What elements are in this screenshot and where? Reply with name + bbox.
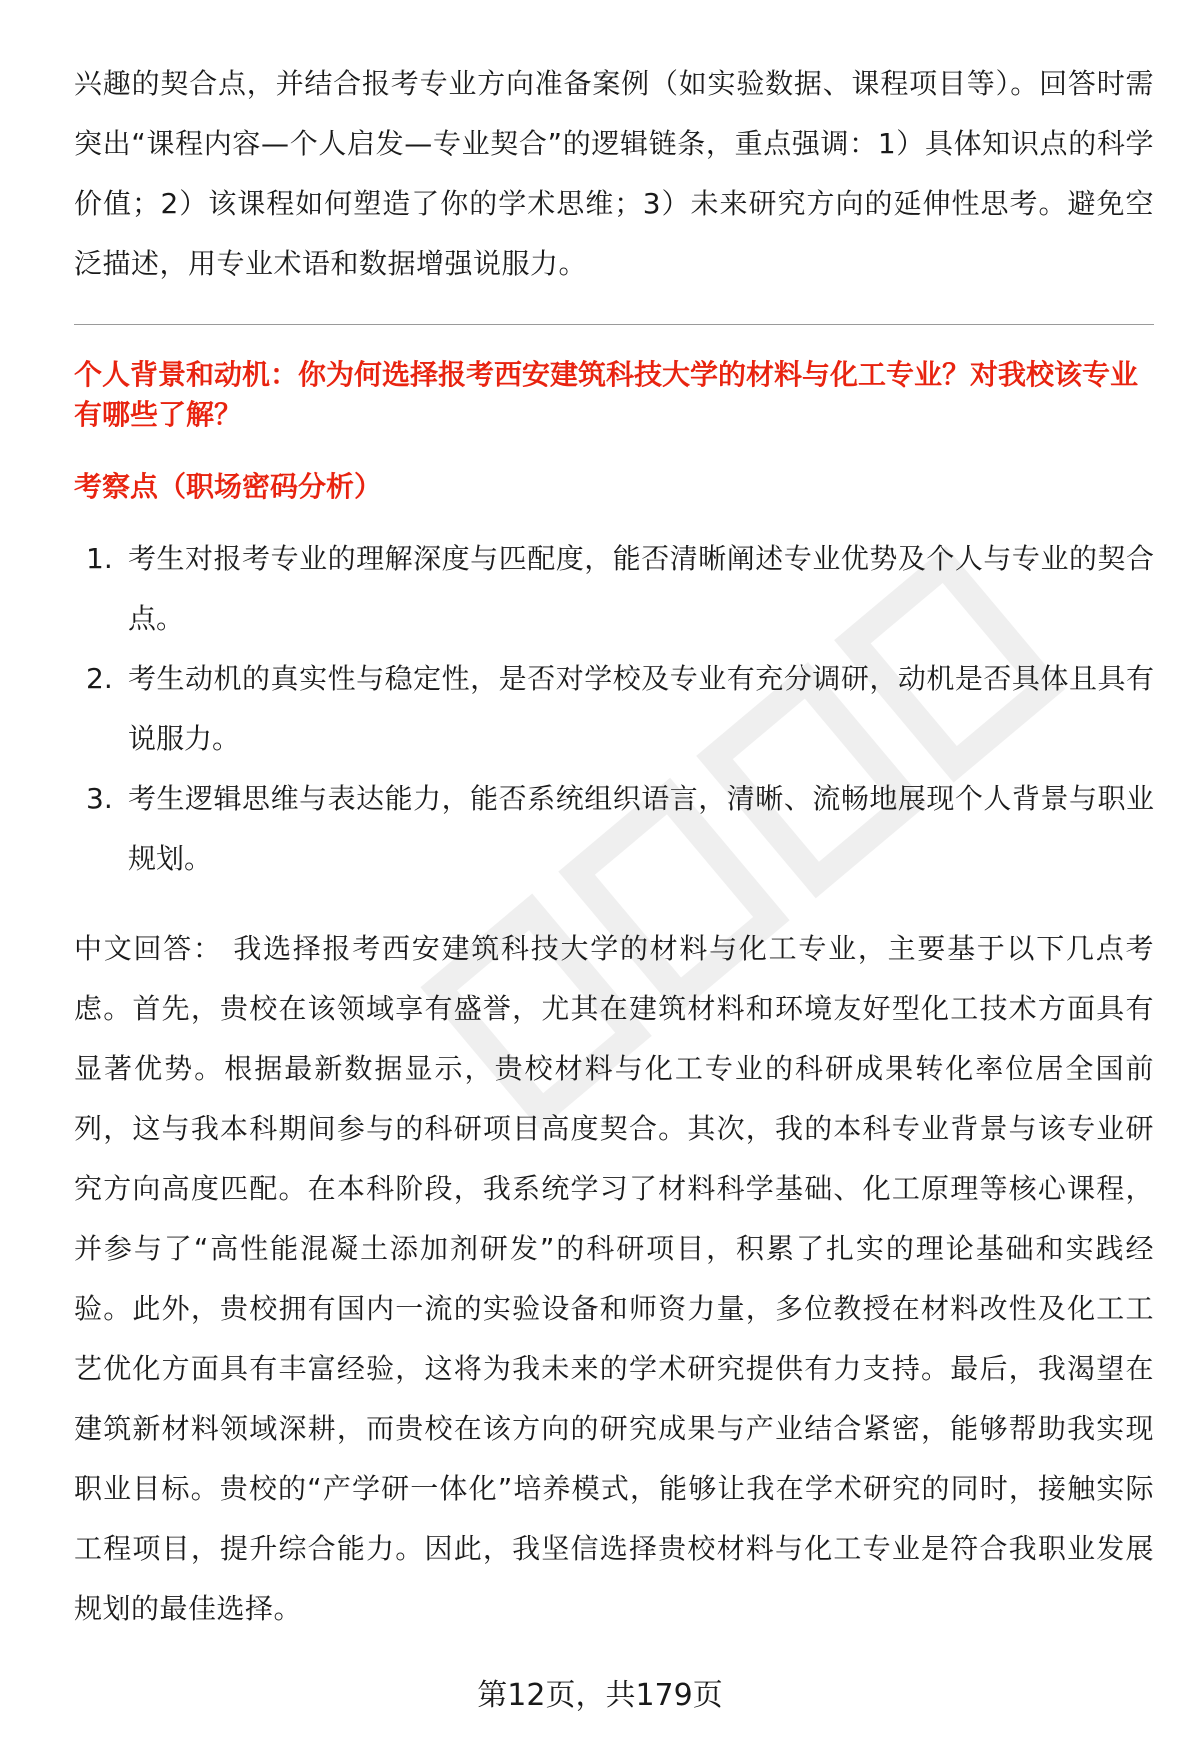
section-divider <box>74 324 1154 325</box>
list-item-text: 考生动机的真实性与稳定性，是否对学校及专业有充分调研，动机是否具体且具有说服力。 <box>128 662 1154 755</box>
points-list <box>74 529 1154 889</box>
list-item-text: 考生对报考专业的理解深度与匹配度，能否清晰阐述专业优势及个人与专业的契合点。 <box>128 542 1154 635</box>
intro-paragraph: 兴趣的契合点，并结合报考专业方向准备案例（如实验数据、课程项目等）。回答时需突出“课程内容—个人启发—专业契合”的逻辑链条，重点强调：1）具体知识点的科学价值；2）该课程如何塑造了你的学术思维；3）未来研究方向的延伸性思考。避免空泛描述，用专业术语和数据增强说服力。 <box>74 67 1154 280</box>
page-number-footer: 第12页，共179页 <box>477 1678 723 1713</box>
list-item-number: 3. <box>86 782 113 815</box>
answer-paragraph: 中文回答： 我选择报考西安建筑科技大学的材料与化工专业，主要基于以下几点考虑。首先，贵校在该领域享有盛誉，尤其在建筑材料和环境友好型化工技术方面具有显著优势。根据最新数据显示，贵校材料与化工专业的科研成果转化率位居全国前列，这与我本科期间参与的科研项目高度契合。其次，我的本科专业背景与该专业研究方向高度匹配。在本科阶段，我系统学习了材料科学基础、化工原理等核心课程，并参与了“高性能混凝土添加剂研发”的科研项目，积累了扎实的理论基础和实践经验。此外，贵校拥有国内一流的实验设备和师资力量，多位教授在材料改性及化工工艺优化方面具有丰富经验，这将为我未来的学术研究提供有力支持。最后，我渴望在建筑新材料领域深耕，而贵校在该方向的研究成果与产业结合紧密，能够帮助我实现职业目标。贵校的“产学研一体化”培养模式，能够让我在学术研究的同时，接触实际工程项目，提升综合能力。因此，我坚信选择贵校材料与化工专业是符合我职业发展规划的最佳选择。 <box>74 932 1154 1625</box>
list-item <box>74 529 1154 649</box>
list-item-text: 考生逻辑思维与表达能力，能否系统组织语言，清晰、流畅地展现个人背景与职业规划。 <box>128 782 1154 875</box>
list-item <box>74 649 1154 769</box>
document-page <box>74 54 1154 1639</box>
list-item-number: 1. <box>86 542 113 575</box>
list-item <box>74 769 1154 889</box>
list-item-number: 2. <box>86 662 113 695</box>
points-title: 考察点（职场密码分析） <box>74 470 383 503</box>
question-heading: 个人背景和动机：你为何选择报考西安建筑科技大学的材料与化工专业？对我校该专业有哪些了解？ <box>74 358 1139 431</box>
